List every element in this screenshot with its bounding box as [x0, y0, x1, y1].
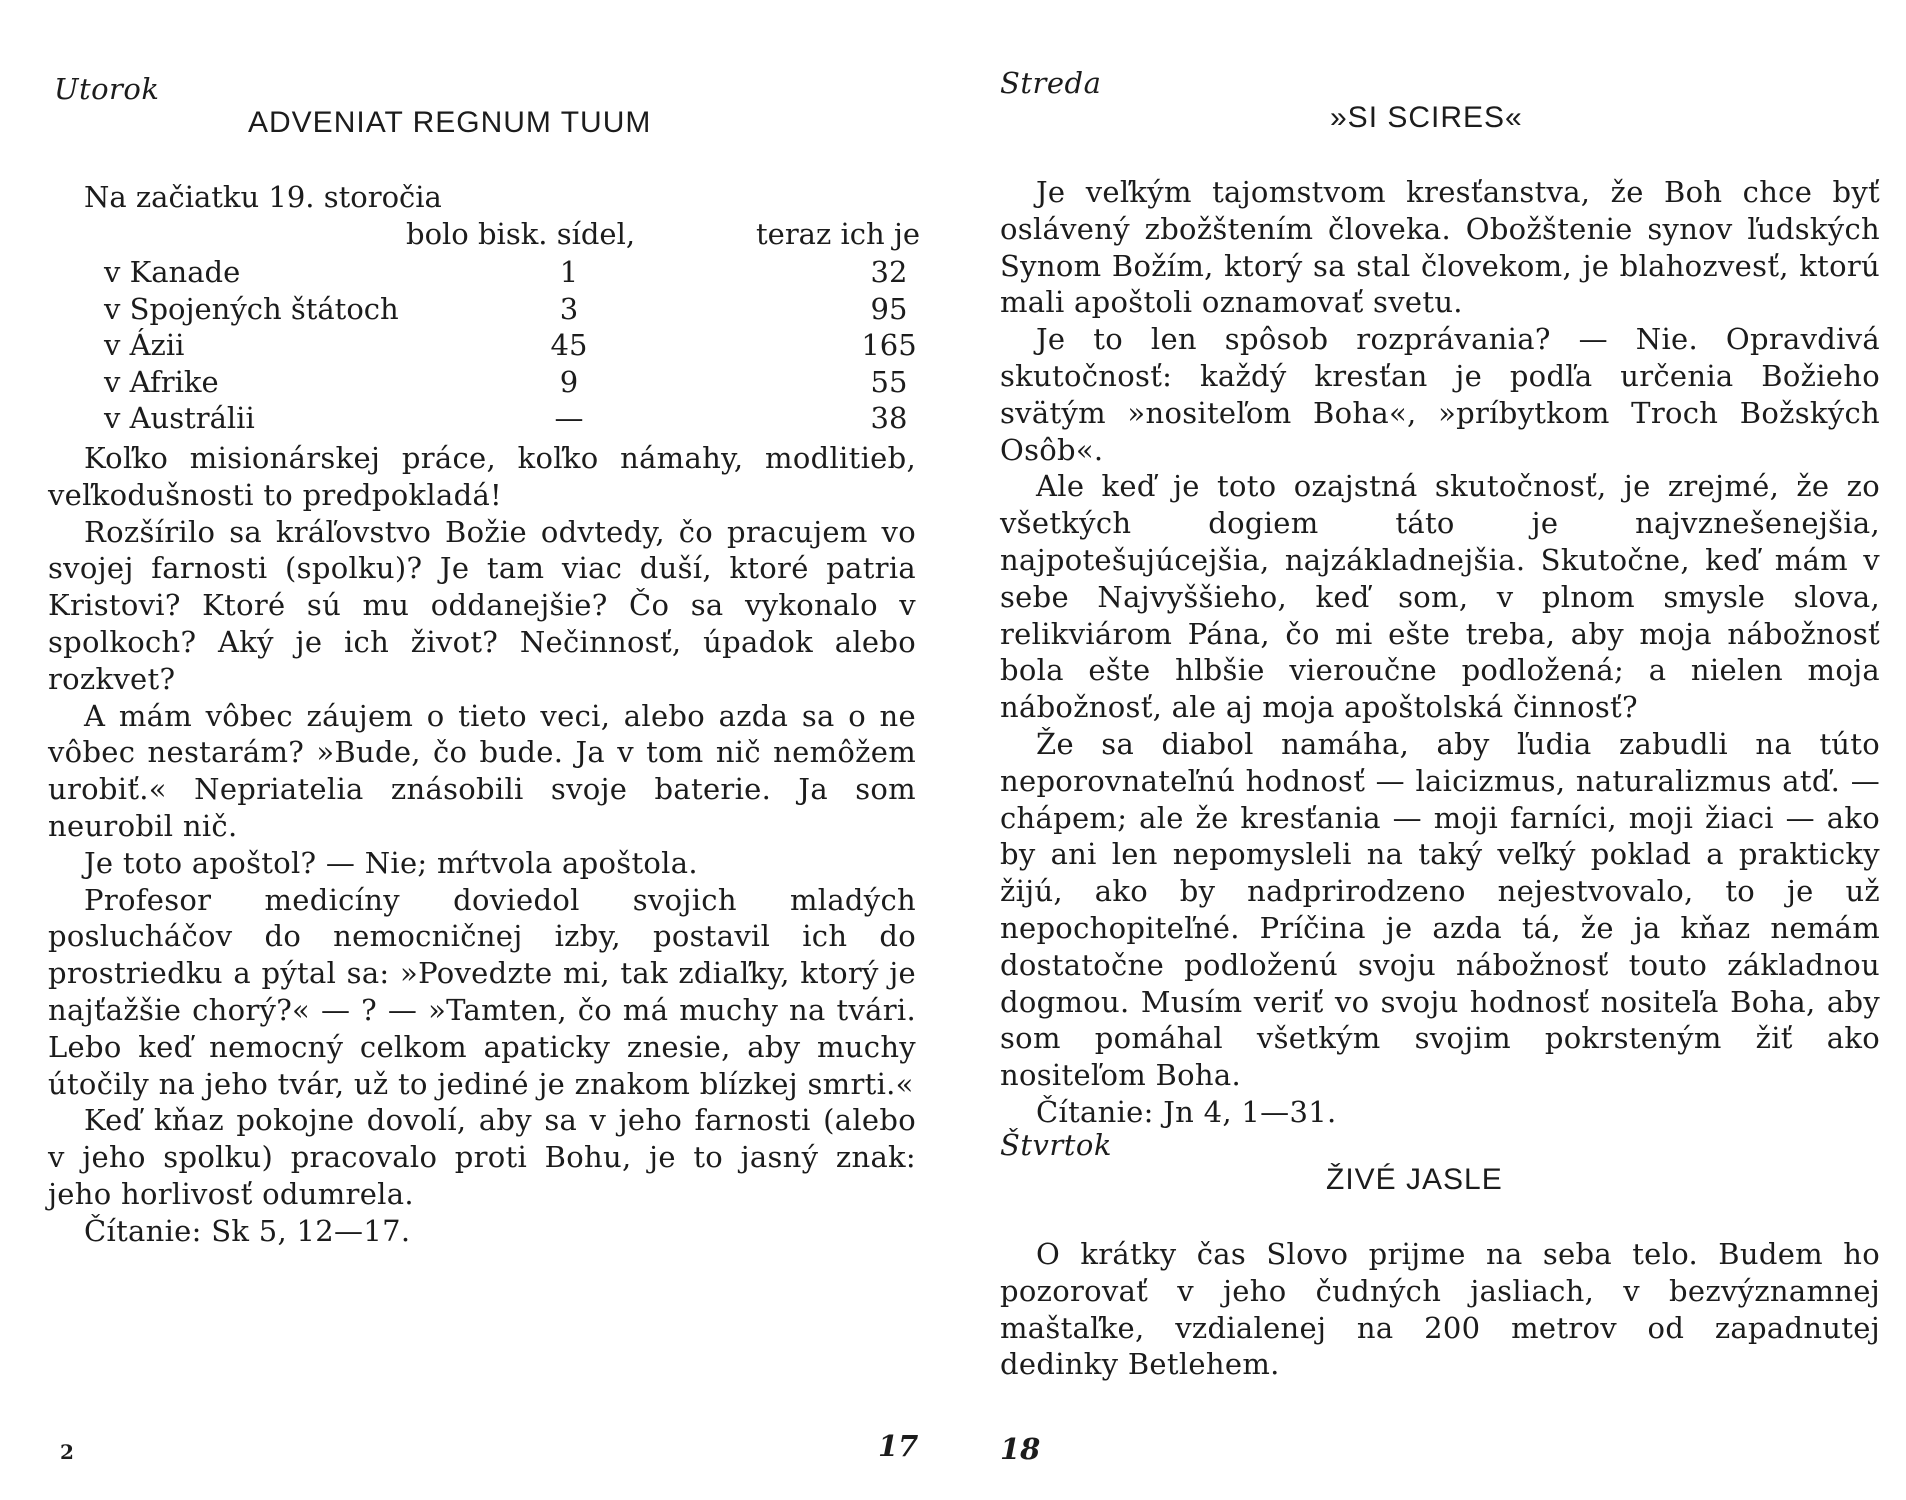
- paragraph: O krátky čas Slovo prijme na seba telo. Budem ho pozorovať v jeho čudných jasliach, v bezvýznamnej maštaľke, vzdialenej na 200 metrov od zapadnutej dedinky Betlehem.: [1000, 1237, 1880, 1382]
- paragraph: Koľko misionárskej práce, koľko námahy, modlitieb, veľkodušnosti to predpokladá!: [48, 441, 916, 512]
- paragraph: Že sa diabol namáha, aby ľudia zabudli na túto neporovnateľnú hodnosť — laicizmus, naturalizmus atď. — chápem; ale že kresťania — moji farníci, moji žiaci — ako by ani len nepomysleli na taký veľký poklad a prakticky žijú, ako by nadprirodzeno nejestvovalo, to je už nepochopiteľné. Príčina je azda tá, že ja kňaz nemám dostatočne podloženú svoju nábožnosť touto základnou dogmou. Musím veriť vo svoju hodnosť nositeľa Boha, aby som pomáhal všetkým svojim pokrsteným žiť ako nositeľom Boha.: [1000, 726, 1880, 1093]
- diocese-statistics-table: [104, 254, 934, 437]
- table-cell-now: 32: [870, 255, 908, 289]
- left-page: [48, 0, 921, 1500]
- table-cell-now: 55: [870, 364, 908, 399]
- day-heading-wednesday: Streda: [1000, 66, 1102, 100]
- paragraph: Čítanie: Sk 5, 12—17.: [84, 1213, 411, 1248]
- left-body-text: [48, 440, 916, 1250]
- day-heading-thursday: Štvrtok: [1000, 1128, 1112, 1162]
- table-cell-now: 165: [861, 328, 917, 363]
- table-cell-place: v Spojených štátoch: [104, 291, 399, 326]
- table-cell-place: v Austrálii: [104, 401, 255, 436]
- paragraph: Čítanie: Jn 4, 1—31.: [1036, 1094, 1337, 1129]
- paragraph: Je toto apoštol? — Nie; mŕtvola apoštola.: [84, 845, 698, 880]
- right-body-text-thursday: [1000, 1236, 1880, 1383]
- table-cell-place: v Kanade: [104, 255, 241, 289]
- paragraph: A mám vôbec záujem o tieto veci, alebo azda sa o ne vôbec nestarám? »Bude, čo bude. Ja v tom nič nemôžem urobiť.« Nepriatelia znásobili svoje baterie. Ja som neurobil nič.: [48, 698, 916, 843]
- table-cell-now: 95: [870, 291, 908, 326]
- section-title-si-scires: »SI SCIRES«: [1330, 101, 1523, 134]
- paragraph: Ale keď je toto ozajstná skutočnosť, je zrejmé, že zo všetkých dogiem táto je najvznešenejšia, najpotešujúcejšia, najzákladnejšia. Skutočne, keď mám v sebe Najvyššieho, keď som, v plnom smysle slova, relikviárom Pána, čo mi ešte treba, aby moja nábožnosť bola ešte hlbšie vieroučne podložená; a nielen moja nábožnosť, ale aj moja apoštolská činnosť?: [1000, 469, 1880, 725]
- table-row: [104, 327, 934, 364]
- page-number-right: 18: [1000, 1432, 1041, 1466]
- printer-signature: 2: [60, 1440, 74, 1464]
- table-cell-place: v Afrike: [104, 364, 219, 399]
- table-cell-place: v Ázii: [104, 328, 185, 363]
- statistics-column-then: bolo bisk. sídel,: [406, 217, 636, 251]
- table-row: [104, 364, 934, 401]
- table-cell-then: —: [554, 401, 584, 436]
- paragraph: Rozšírilo sa kráľovstvo Božie odvtedy, čo pracujem vo svojej farnosti (spolku)? Je tam viac duší, ktoré patria Kristovi? Ktoré sú mu oddanejšie? Čo sa vykonalo v spolkoch? Aký je ich život? Nečinnosť, úpadok alebo rozkvet?: [48, 514, 916, 696]
- paragraph: Profesor medicíny doviedol svojich mladých poslucháčov do nemocničnej izby, postavil ich do prostriedku a pýtal sa: »Povedzte mi, tak zdiaľky, ktorý je najťažšie chorý?« — ? — »Tamten, čo má muchy na tvári. Lebo keď nemocný celkom apaticky znesie, aby muchy útočily na jeho tvár, už to jediné je znakom blízkej smrti.«: [48, 882, 916, 1101]
- table-cell-then: 45: [550, 328, 588, 363]
- table-cell-now: 38: [870, 401, 908, 436]
- section-title-adveniat: ADVENIAT REGNUM TUUM: [248, 106, 652, 139]
- paragraph: Keď kňaz pokojne dovolí, aby sa v jeho farnosti (alebo v jeho spolku) pracovalo proti Bohu, je to jasný znak: jeho horlivosť odumrela.: [48, 1103, 916, 1211]
- statistics-intro: Na začiatku 19. storočia: [84, 180, 442, 214]
- section-title-zive-jasle: ŽIVÉ JASLE: [1326, 1163, 1503, 1196]
- statistics-column-now: teraz ich je: [756, 217, 921, 251]
- page-number-left: 17: [878, 1429, 919, 1463]
- table-row: [104, 291, 934, 328]
- table-cell-then: 1: [559, 255, 579, 289]
- day-heading-tuesday: Utorok: [54, 72, 160, 106]
- right-body-text-wednesday: [1000, 174, 1880, 1131]
- table-row: [104, 254, 934, 291]
- paragraph: Je veľkým tajomstvom kresťanstva, že Boh chce byť oslávený zbožštením človeka. Obožštenie synov ľudských Synom Božím, ktorý sa stal človekom, je blahozvesť, ktorú mali apoštoli oznamovať svetu.: [1000, 175, 1880, 320]
- table-cell-then: 3: [559, 291, 579, 326]
- paragraph: Je to len spôsob rozprávania? — Nie. Opravdivá skutočnosť: každý kresťan je podľa určenia Božieho svätým »nositeľom Boha«, »príbytkom Troch Božských Osôb«.: [1000, 322, 1880, 467]
- table-row: [104, 400, 934, 437]
- right-page: [1000, 0, 1880, 1500]
- table-cell-then: 9: [559, 364, 579, 399]
